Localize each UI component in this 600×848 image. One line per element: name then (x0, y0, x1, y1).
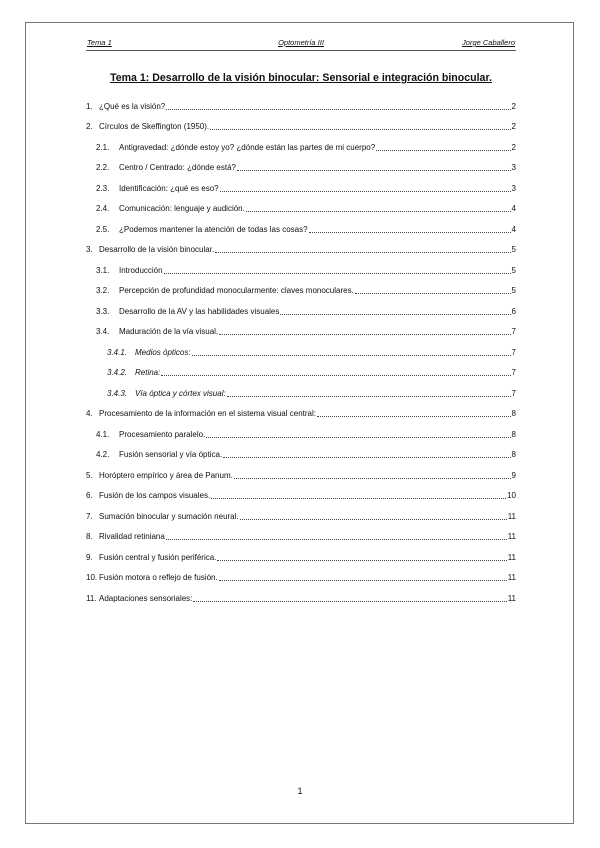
toc-entry-label (86, 286, 354, 295)
toc-entry-label (86, 102, 165, 111)
toc-entry-page: 4 (511, 224, 516, 234)
toc-entry-number: 6. (86, 491, 93, 501)
toc-entry-page: 3 (511, 183, 516, 193)
header-center: Optometría III (278, 38, 324, 47)
toc-entry-page: 5 (511, 286, 516, 296)
toc-entry-number: 2.5. (96, 224, 110, 234)
toc-dot-leader (210, 129, 510, 130)
page-number: 1 (297, 786, 303, 796)
toc-dot-leader (237, 170, 511, 171)
toc-dot-leader (234, 478, 511, 479)
toc-dot-leader (211, 498, 506, 499)
toc-dot-leader (240, 519, 507, 520)
toc-dot-leader (246, 211, 511, 212)
toc-dot-leader (317, 416, 511, 417)
toc-entry-page: 8 (511, 450, 516, 460)
toc-entry-number: 10. (86, 573, 98, 583)
header-right: Jorge Caballero (462, 38, 515, 47)
toc-entry-page: 7 (511, 368, 516, 378)
toc-entry-text: Horóptero empírico y área de Panum. (99, 470, 233, 480)
toc-entry-number: 4.1. (96, 429, 110, 439)
table-of-contents (86, 96, 516, 609)
toc-entry-label (86, 532, 165, 541)
toc-entry-number: 3.3. (96, 306, 110, 316)
toc-entry-text: ¿Qué es la visión? (99, 101, 166, 111)
toc-entry-text: Percepción de profundidad monocularmente: claves monoculares. (119, 286, 354, 296)
toc-entry-text: Desarrollo de la AV y las habilidades visuales (119, 306, 280, 316)
toc-entry-label (86, 184, 219, 193)
toc-entry-text: Fusión de los campos visuales. (99, 491, 211, 501)
toc-entry[interactable] (86, 547, 516, 568)
toc-entry[interactable] (86, 465, 516, 486)
toc-entry-text: Desarrollo de la visión binocular. (99, 245, 215, 255)
toc-entry-text: Procesamiento paralelo. (119, 429, 206, 439)
page-header (86, 38, 516, 51)
toc-entry-text: Maduración de la vía visual. (119, 327, 219, 337)
toc-entry-label (86, 245, 214, 254)
toc-entry-page: 4 (511, 204, 516, 214)
toc-entry-number: 2.2. (96, 163, 110, 173)
toc-entry-page: 9 (511, 470, 516, 480)
toc-entry-text: Procesamiento de la información en el sistema visual central: (99, 409, 316, 419)
toc-entry[interactable] (86, 96, 516, 117)
toc-entry-number: 4. (86, 409, 93, 419)
toc-entry-number: 3.2. (96, 286, 110, 296)
toc-entry-number: 11. (86, 593, 97, 603)
toc-entry-label (86, 491, 210, 500)
toc-entry-label (86, 204, 245, 213)
toc-dot-leader (166, 109, 510, 110)
toc-entry-label (86, 143, 375, 152)
toc-dot-leader (192, 355, 511, 356)
toc-entry-label (86, 307, 279, 316)
toc-dot-leader (280, 314, 510, 315)
toc-entry-text: Vía óptica y córtex visual: (135, 388, 226, 398)
toc-entry-page: 2 (511, 122, 516, 132)
toc-entry-page: 2 (511, 142, 516, 152)
toc-entry-number: 3.4. (96, 327, 110, 337)
toc-entry-number: 3.4.3. (107, 388, 128, 398)
toc-entry-text: Identificación: ¿qué es eso? (119, 183, 219, 193)
toc-entry-label (86, 573, 218, 582)
toc-entry-page: 5 (511, 265, 516, 275)
toc-entry-label (86, 594, 192, 603)
toc-entry[interactable] (86, 404, 516, 425)
toc-entry-page: 7 (511, 388, 516, 398)
toc-entry-text: Retina: (135, 368, 161, 378)
toc-dot-leader (309, 232, 511, 233)
toc-dot-leader (217, 560, 506, 561)
toc-entry-number: 7. (86, 511, 93, 521)
toc-entry[interactable] (86, 260, 516, 281)
toc-dot-leader (220, 191, 511, 192)
toc-entry-page: 6 (511, 306, 516, 316)
toc-dot-leader (193, 601, 506, 602)
toc-dot-leader (164, 273, 511, 274)
toc-entry-number: 3.4.1. (107, 347, 128, 357)
toc-entry-number: 2.4. (96, 204, 110, 214)
toc-entry-label (86, 450, 222, 459)
toc-entry[interactable] (86, 199, 516, 220)
document-title: Tema 1: Desarrollo de la visión binocular: Sensorial e integración binocular. (110, 72, 492, 84)
toc-entry-number: 3.4.2. (107, 368, 128, 378)
toc-entry-text: Comunicación: lenguaje y audición. (119, 204, 245, 214)
header-left: Tema 1 (87, 38, 112, 47)
toc-entry[interactable] (86, 486, 516, 507)
toc-entry[interactable] (86, 424, 516, 445)
toc-entry-text: Fusión sensorial y vía óptica. (119, 450, 223, 460)
toc-entry-number: 4.2. (96, 450, 110, 460)
toc-entry-label (86, 348, 191, 357)
toc-entry[interactable] (86, 588, 516, 609)
toc-entry[interactable] (86, 322, 516, 343)
toc-entry[interactable] (86, 342, 516, 363)
toc-entry[interactable] (86, 240, 516, 261)
toc-entry[interactable] (86, 117, 516, 138)
toc-dot-leader (376, 150, 510, 151)
toc-entry[interactable] (86, 281, 516, 302)
toc-entry-number: 9. (86, 552, 93, 562)
toc-entry[interactable] (86, 301, 516, 322)
toc-dot-leader (355, 293, 511, 294)
toc-entry[interactable] (86, 178, 516, 199)
toc-entry-page: 11 (507, 573, 516, 583)
toc-entry-label (86, 122, 209, 131)
toc-entry-text: Antigravedad: ¿dónde estoy yo? ¿dónde están las partes de mi cuerpo? (119, 142, 376, 152)
toc-entry-page: 5 (511, 245, 516, 255)
toc-entry-number: 3.1. (96, 265, 110, 275)
toc-entry[interactable] (86, 445, 516, 466)
toc-entry-number: 1. (86, 101, 93, 111)
toc-entry-text: Introducción (119, 265, 163, 275)
toc-dot-leader (161, 375, 510, 376)
toc-entry-number: 2.1. (96, 142, 110, 152)
toc-entry-page: 11 (507, 593, 516, 603)
toc-entry-text: ¿Podemos mantener la atención de todas las cosas? (119, 224, 308, 234)
toc-dot-leader (223, 457, 510, 458)
toc-entry-number: 8. (86, 532, 93, 542)
toc-entry-text: Fusión motora o reflejo de fusión. (99, 573, 218, 583)
toc-entry[interactable] (86, 137, 516, 158)
toc-entry-label (86, 163, 236, 172)
toc-entry-number: 5. (86, 470, 93, 480)
toc-entry-text: Sumación binocular y sumación neural. (99, 511, 239, 521)
toc-entry-text: Medios ópticos: (135, 347, 191, 357)
toc-entry[interactable] (86, 363, 516, 384)
toc-entry-page: 3 (511, 163, 516, 173)
toc-dot-leader (215, 252, 510, 253)
toc-entry-label (86, 368, 160, 377)
toc-entry-page: 11 (507, 532, 516, 542)
toc-entry-label (86, 327, 218, 336)
toc-entry[interactable] (86, 568, 516, 589)
toc-entry[interactable] (86, 158, 516, 179)
toc-entry-label (86, 512, 239, 521)
toc-entry-page: 8 (511, 429, 516, 439)
toc-entry[interactable] (86, 383, 516, 404)
toc-entry[interactable] (86, 527, 516, 548)
toc-entry-label (86, 553, 216, 562)
toc-entry-text: Adaptaciones sensoriales: (99, 593, 193, 603)
toc-entry-number: 2. (86, 122, 93, 132)
toc-entry-text: Rivalidad retiniana (99, 532, 165, 542)
toc-entry-label (86, 225, 308, 234)
toc-dot-leader (219, 334, 510, 335)
toc-dot-leader (166, 539, 507, 540)
toc-dot-leader (227, 396, 511, 397)
toc-entry-page: 2 (511, 101, 516, 111)
toc-dot-leader (219, 580, 507, 581)
toc-entry-page: 7 (511, 347, 516, 357)
toc-entry-label (86, 389, 226, 398)
toc-entry-label (86, 430, 205, 439)
toc-entry-number: 2.3. (96, 183, 110, 193)
toc-entry-text: Círculos de Skeffington (1950). (99, 122, 210, 132)
toc-dot-leader (206, 437, 510, 438)
toc-entry-label (86, 266, 163, 275)
toc-entry-text: Centro / Centrado: ¿dónde está? (119, 163, 236, 173)
toc-entry-label (86, 409, 316, 418)
toc-entry-number: 3. (86, 245, 93, 255)
toc-entry-page: 10 (507, 491, 516, 501)
toc-entry-label (86, 471, 233, 480)
toc-entry-page: 7 (511, 327, 516, 337)
toc-entry[interactable] (86, 219, 516, 240)
toc-entry-text: Fusión central y fusión periférica. (99, 552, 217, 562)
toc-entry-page: 11 (507, 552, 516, 562)
toc-entry-page: 11 (507, 511, 516, 521)
toc-entry[interactable] (86, 506, 516, 527)
toc-entry-page: 8 (511, 409, 516, 419)
